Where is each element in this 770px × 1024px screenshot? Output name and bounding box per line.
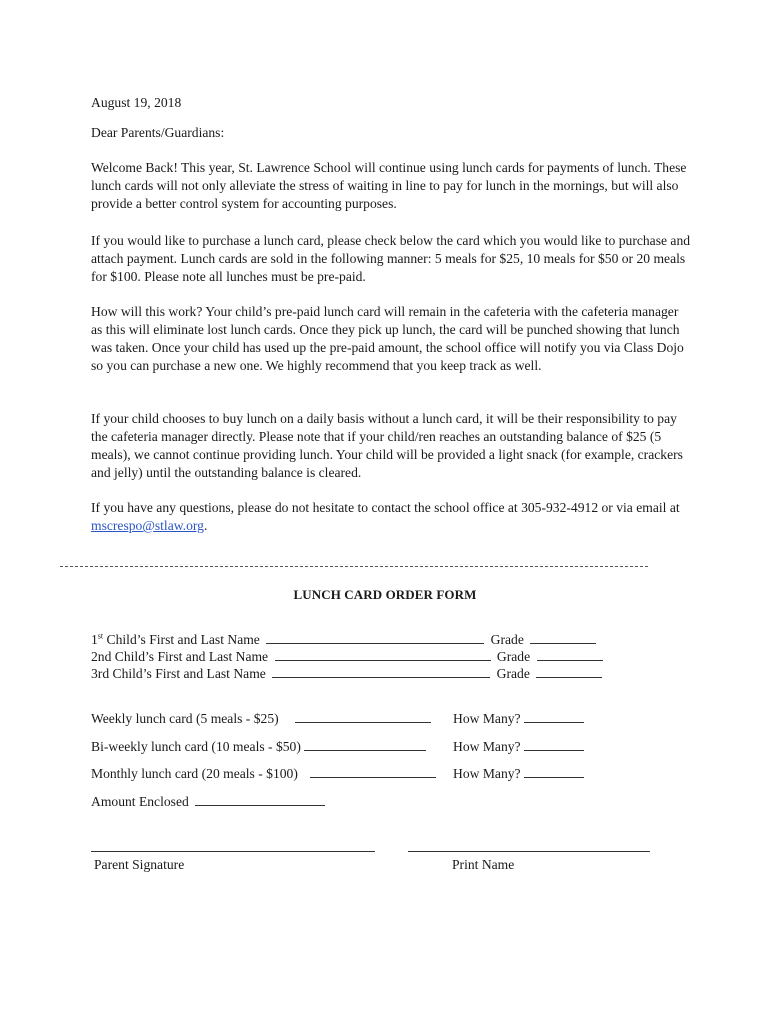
signature-label: Parent Signature bbox=[94, 857, 185, 872]
weekly-select-field[interactable] bbox=[295, 710, 431, 723]
contact-text: If you have any questions, please do not hesitate to contact the school office at 305-932-4912 or via email at bbox=[91, 500, 680, 515]
amount-row bbox=[91, 793, 328, 811]
child3-name-label: 3rd Child’s First and Last Name bbox=[91, 666, 266, 681]
monthly-how-many: How Many? bbox=[453, 765, 587, 783]
child2-grade-label: Grade bbox=[496, 649, 531, 664]
child2-name-field[interactable] bbox=[275, 648, 491, 661]
child3-grade-field[interactable] bbox=[536, 665, 602, 678]
child2-row bbox=[91, 648, 606, 666]
biweekly-how-many: How Many? bbox=[453, 738, 587, 756]
weekly-quantity-field[interactable] bbox=[524, 710, 584, 723]
biweekly-option-label: Bi-weekly lunch card (10 meals - $50) bbox=[91, 738, 429, 756]
monthly-option-row bbox=[0, 765, 770, 783]
monthly-option-label: Monthly lunch card (20 meals - $100) bbox=[91, 765, 439, 783]
letter-greeting: Dear Parents/Guardians: bbox=[91, 125, 225, 140]
child1-grade-label: Grade bbox=[490, 632, 524, 647]
child1-ordinal-suffix: st bbox=[97, 631, 104, 641]
monthly-quantity-field[interactable] bbox=[524, 765, 584, 778]
monthly-select-field[interactable] bbox=[310, 765, 436, 778]
weekly-option-label: Weekly lunch card (5 meals - $25) bbox=[91, 710, 434, 728]
paragraph-how-it-works: How will this work? Your child’s pre-paid lunch card will remain in the cafeteria with the cafeteria manager as this will eliminate lost lunch cards. Once they pick up lunch, the card will be punched showing that lunch was taken. Once your child has used up the pre-paid amount, the school office will notify you via Class Dojo so you can purchase a new one. We highly recommend that you keep track as well. bbox=[91, 304, 684, 373]
child3-row bbox=[91, 665, 605, 683]
child3-grade-label: Grade bbox=[496, 666, 530, 681]
child2-name-label: 2nd Child’s First and Last Name bbox=[91, 649, 269, 664]
signature-line[interactable] bbox=[91, 851, 375, 852]
biweekly-select-field[interactable] bbox=[304, 738, 426, 751]
child1-grade-field[interactable] bbox=[530, 631, 596, 644]
print-name-label: Print Name bbox=[452, 857, 515, 872]
cut-line-divider bbox=[60, 566, 648, 567]
letter-date: August 19, 2018 bbox=[91, 95, 182, 110]
amount-label: Amount Enclosed bbox=[91, 794, 189, 809]
paragraph-daily-purchase: If your child chooses to buy lunch on a daily basis without a lunch card, it will be their responsibility to pay the cafeteria manager directly. Please note that if your child/ren reaches an outstanding balance of $25 (5 meals), we cannot continue providing lunch. Your child will be provided a light snack (for example, crackers and jelly) until the outstanding balance is cleared. bbox=[91, 411, 683, 480]
print-name-line[interactable] bbox=[408, 851, 650, 852]
amount-field[interactable] bbox=[195, 793, 325, 806]
paragraph-contact bbox=[91, 499, 691, 535]
child2-grade-field[interactable] bbox=[537, 648, 603, 661]
weekly-how-many: How Many? bbox=[453, 710, 587, 728]
child1-name-field[interactable] bbox=[266, 631, 484, 644]
order-form-title: LUNCH CARD ORDER FORM bbox=[293, 587, 477, 602]
weekly-option-row bbox=[0, 710, 770, 728]
biweekly-option-row bbox=[0, 738, 770, 756]
paragraph-purchase: If you would like to purchase a lunch card, please check below the card which you would like to purchase and attach payment. Lunch cards are sold in the following manner: 5 meals for $25, 10 meals for $50 or 20 meals for $100. Please note all lunches must be pre-paid. bbox=[91, 233, 691, 284]
child3-name-field[interactable] bbox=[272, 665, 490, 678]
email-link[interactable]: mscrespo@stlaw.org bbox=[91, 518, 204, 533]
child1-name-label: Child’s First and Last Name bbox=[103, 632, 260, 647]
paragraph-welcome: Welcome Back! This year, St. Lawrence School will continue using lunch cards for payments of lunch. These lunch cards will not only alleviate the stress of waiting in line to pay for lunch in the mornings, but will also provide a better control system for accounting purposes. bbox=[91, 160, 687, 211]
contact-period: . bbox=[203, 518, 208, 533]
biweekly-quantity-field[interactable] bbox=[524, 738, 584, 751]
child1-row bbox=[91, 631, 599, 649]
child1-ordinal: 1 bbox=[91, 632, 98, 647]
